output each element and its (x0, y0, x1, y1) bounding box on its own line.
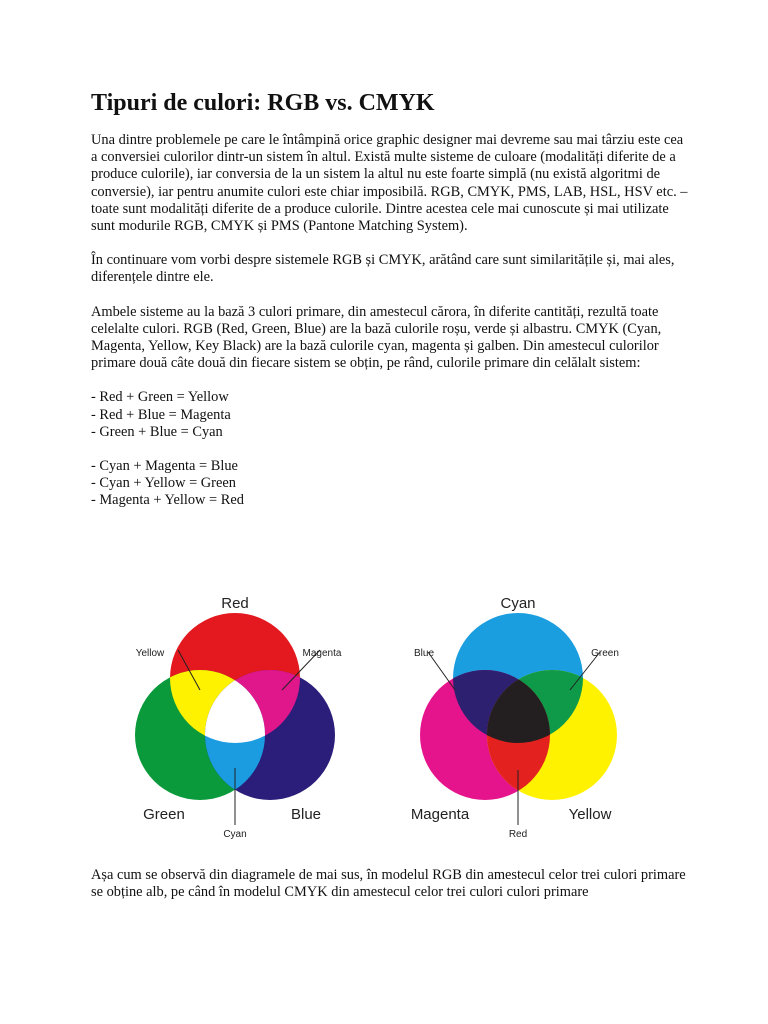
cmyk-label-red: Red (508, 829, 528, 840)
rule-line: - Red + Blue = Magenta (91, 406, 231, 423)
rule-line: - Cyan + Yellow = Green (91, 475, 236, 492)
paragraph-continuation: În continuare vom vorbi despre sistemele RGB și CMYK, arătând care sunt similaritățile și, mai ales, diferențele dintre ele. (91, 252, 675, 286)
rgb-venn-figure (120, 590, 370, 840)
cmyk-label-green: Green (591, 648, 619, 659)
rgb-label-red: Red (221, 595, 249, 612)
rgb-diagram (120, 590, 370, 840)
rule-line: - Green + Blue = Cyan (91, 423, 223, 440)
rgb-label-cyan: Cyan (223, 829, 247, 840)
cmyk-label-blue: Blue (413, 648, 435, 659)
rgb-label-magenta: Magenta (302, 648, 342, 659)
cmyk-label-cyan: Cyan (500, 595, 536, 612)
rgb-label-blue: Blue (290, 806, 322, 823)
paragraph-primary-colors: Ambele sisteme au la bază 3 culori primare, din amestecul cărora, în diferite cantități, rezultă toate celelalte culori. RGB (Red, Green, Blue) are la bază culorile roșu, verde și albastru. CMYK (Cyan, Magenta, Yellow, Key Black) are la bază culorile cyan, magenta și galben. Din amestecul culorilor primare două câte două din fiecare sistem se obțin, pe rând, culorile primare din celălalt sistem: (91, 303, 662, 372)
rule-line: - Magenta + Yellow = Red (91, 492, 244, 509)
cmyk-label-magenta: Magenta (410, 806, 470, 823)
page-title: Tipuri de culori: RGB vs. CMYK (91, 90, 435, 116)
color-diagrams (120, 590, 640, 840)
rule-line: - Red + Green = Yellow (91, 389, 229, 406)
cmyk-label-yellow: Yellow (568, 806, 612, 823)
closing-section (91, 867, 691, 918)
rgb-label-green: Green (143, 806, 185, 823)
rule-line: - Cyan + Magenta = Blue (91, 458, 238, 475)
rgb-label-yellow: Yellow (135, 648, 165, 659)
cmyk-mixing-rules (91, 458, 691, 510)
paragraph-closing: Așa cum se observă din diagramele de mai sus, în modelul RGB din amestecul celor trei culori primare se obține alb, pe când în modelul CMYK din amestecul celor trei culori culori primare (91, 867, 686, 901)
cmyk-diagram (400, 590, 650, 840)
rgb-mixing-rules (91, 389, 691, 441)
cmyk-venn-figure (400, 590, 650, 840)
document-body (91, 88, 691, 527)
paragraph-intro: Una dintre problemele pe care le întâmpină orice graphic designer mai devreme sau mai târziu este cea a conversiei culorilor dintr-un sistem în altul. Există multe sisteme de culoare (modalități diferite de a produce culorile), iar conversia de la un sistem la altul nu este foarte simplă (nu există algoritmi de conversie), iar pentru anumite culori este chiar imposibilă. RGB, CMYK, PMS, LAB, HSL, HSV etc. – toate sunt modalități diferite de a produce culorile. Dintre acestea cele mai cunoscute și mai utilizate sunt modurile RGB, CMYK și PMS (Pantone Matching System). (91, 132, 688, 235)
